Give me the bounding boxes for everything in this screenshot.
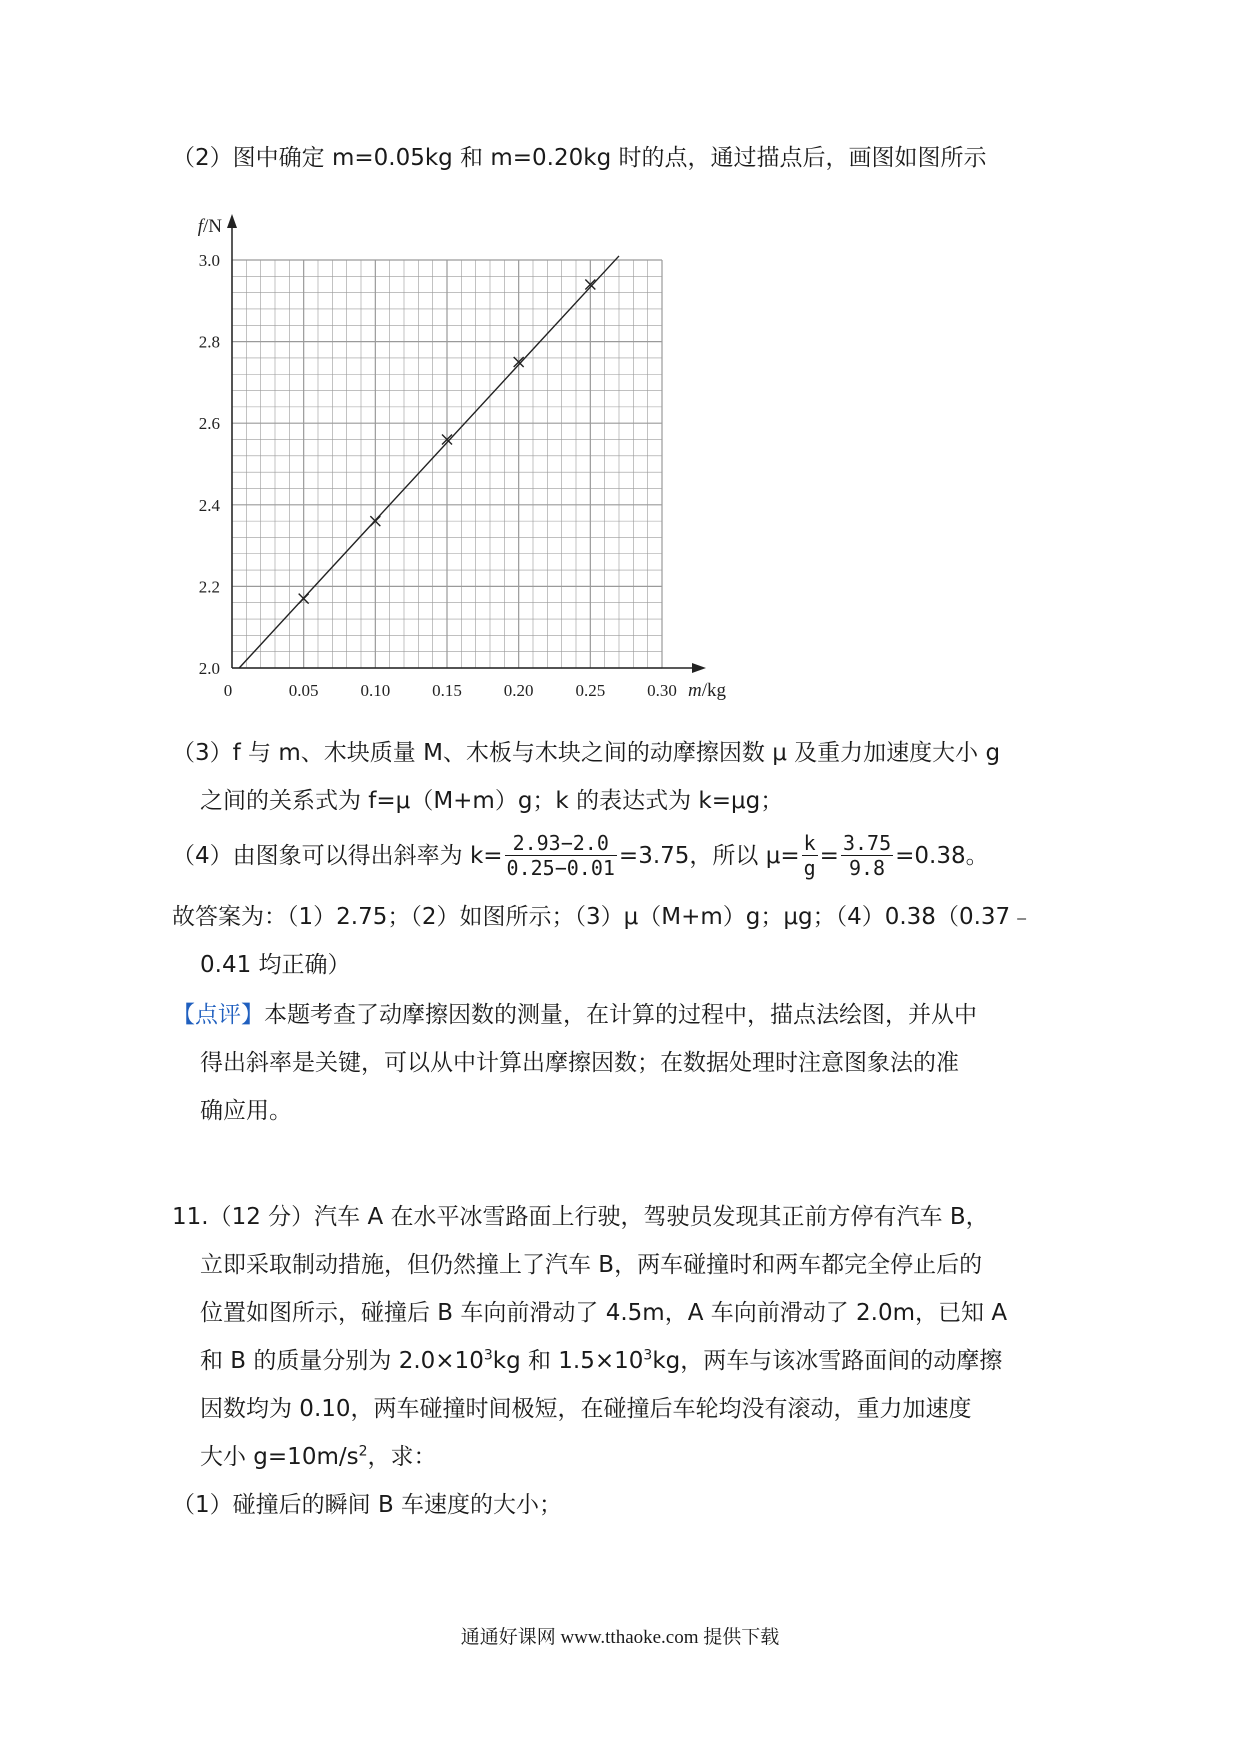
q11-d-part1: 和 B 的质量分别为 2.0×10: [200, 1348, 484, 1374]
value-fraction: [841, 831, 893, 880]
y-axis-arrow: [227, 214, 237, 228]
x-tick-label: 0.25: [575, 681, 606, 700]
y-axis-label-unit: /N: [203, 216, 222, 237]
comment-line-c: 确应用。: [200, 1098, 292, 1124]
comment-text-a: 本题考查了动摩擦因数的测量，在计算的过程中，描点法绘图，并从中: [264, 1002, 977, 1028]
q11-line-b: 立即采取制动措施，但仍然撞上了汽车 B，两车碰撞时和两车都完全停止后的: [200, 1252, 983, 1278]
value-fraction-denominator: 9.8: [848, 856, 886, 880]
y-tick-label: 2.6: [198, 414, 220, 434]
slope-fraction-denominator: 0.25−0.01: [506, 856, 615, 880]
friction-mass-chart: [180, 210, 760, 700]
comment-tag: 【点评】: [172, 1002, 264, 1028]
x-tick-label: 0.20: [503, 681, 534, 700]
x-tick-label: 0.05: [288, 681, 319, 700]
mu-fraction: [802, 831, 818, 880]
q11-f-exponent: 2: [358, 1443, 368, 1460]
comment-line-b: 得出斜率是关键，可以从中计算出摩擦因数；在数据处理时注意图象法的准: [200, 1050, 959, 1076]
text-line-part4: [172, 826, 989, 885]
y-tick-label: 2.2: [198, 577, 220, 597]
comment-line-a: [172, 1000, 977, 1030]
q11-d-exponent1: 3: [483, 1347, 493, 1364]
q11-d-exponent2: 3: [643, 1347, 653, 1364]
mu-fraction-denominator: g: [803, 856, 816, 880]
answer-line-a: 故答案为：（1）2.75；（2）如图所示；（3）μ（M+m）g；μg；（4）0.38（0.37﹣: [172, 904, 1034, 930]
value-fraction-numerator: 3.75: [842, 831, 892, 855]
slope-fraction-numerator: 2.93−2.0: [505, 831, 617, 856]
y-axis-label: [198, 216, 223, 237]
x-axis-label: [688, 680, 727, 700]
x-axis-label-unit: /kg: [701, 680, 727, 700]
chart-tick-labels: [199, 251, 677, 700]
q11-line-f: [200, 1442, 437, 1472]
fit-line: [239, 256, 619, 668]
part4-middle: =3.75，所以 μ=: [618, 842, 800, 869]
x-tick-label: 0.30: [647, 681, 677, 700]
q11-line-d: [200, 1346, 1002, 1376]
q11-d-part3: kg，两车与该冰雪路面间的动摩擦: [652, 1348, 1003, 1374]
part4-equals: =: [819, 842, 839, 869]
page-footer: 通通好课网 www.tthaoke.com 提供下载: [460, 1627, 780, 1648]
y-tick-label: 3.0: [198, 251, 220, 270]
q11-f-part2: ，求：: [367, 1444, 437, 1470]
q11-line-a: 11.（12 分）汽车 A 在水平冰雪路面上行驶，驾驶员发现其正前方停有汽车 B，: [172, 1204, 989, 1230]
text-line-part2: （2）图中确定 m=0.05kg 和 m=0.20kg 时的点，通过描点后，画图如图所示: [172, 145, 987, 171]
chart-fit-line: [239, 256, 619, 668]
y-tick-label: 2.4: [198, 495, 220, 515]
q11-line-g: （1）碰撞后的瞬间 B 车速度的大小；: [172, 1492, 563, 1518]
part4-prefix: （4）由图象可以得出斜率为 k=: [172, 842, 503, 869]
part4-suffix: =0.38。: [895, 842, 989, 869]
q11-line-e: 因数均为 0.10，两车碰撞时间极短，在碰撞后车轮均没有滚动，重力加速度: [200, 1396, 972, 1422]
text-line-part3a: （3）f 与 m、木块质量 M、木板与木块之间的动摩擦因数 μ 及重力加速度大小 g: [172, 740, 1001, 766]
y-tick-label: 2.0: [198, 659, 220, 678]
mu-fraction-numerator: k: [803, 831, 816, 855]
slope-fraction: [505, 831, 617, 880]
x-tick-label: 0.15: [432, 681, 462, 700]
y-tick-label: 2.8: [198, 332, 220, 352]
q11-line-c: 位置如图所示，碰撞后 B 车向前滑动了 4.5m，A 车向前滑动了 2.0m，已知 A: [200, 1300, 1008, 1326]
x-axis-arrow: [692, 663, 706, 673]
x-tick-label: 0.10: [360, 681, 391, 700]
q11-d-part2: kg 和 1.5×10: [492, 1348, 644, 1374]
x-tick-label: 0: [223, 681, 233, 700]
answer-line-b: 0.41 均正确）: [200, 952, 351, 978]
x-axis-label-symbol: m: [688, 680, 702, 700]
q11-f-part1: 大小 g=10m/s: [200, 1444, 359, 1470]
y-axis-label-symbol: f: [197, 216, 203, 237]
text-line-part3b: 之间的关系式为 f=μ（M+m）g；k 的表达式为 k=μg；: [200, 788, 784, 814]
